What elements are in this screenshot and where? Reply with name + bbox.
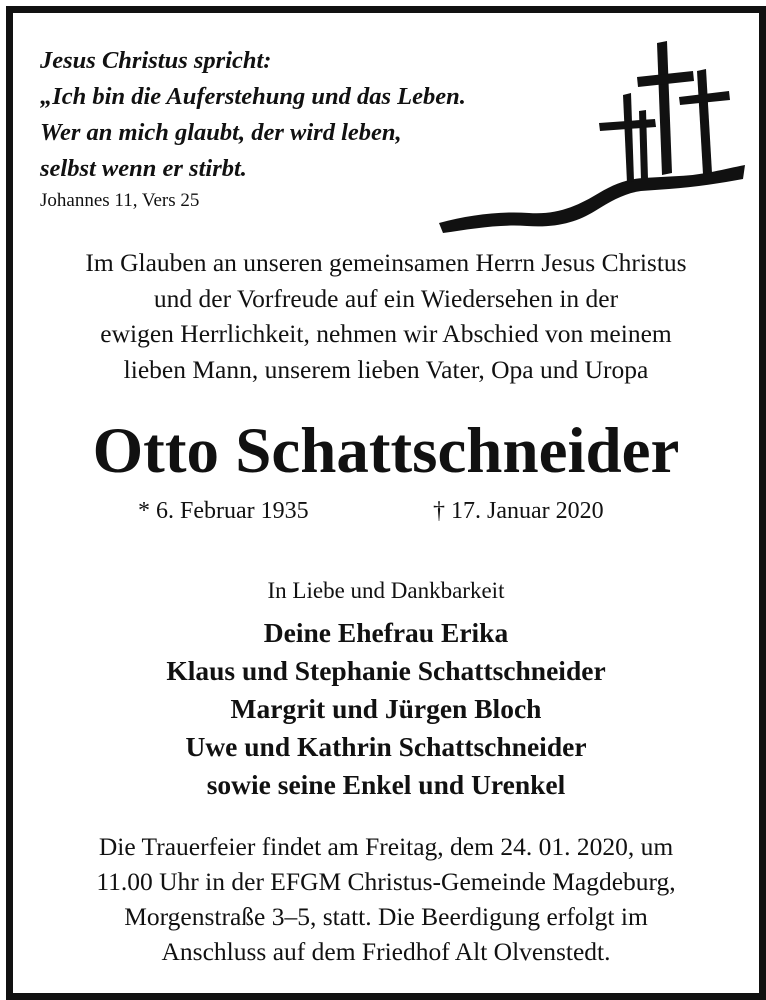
verse-reference: Johannes 11, Vers 25 bbox=[40, 190, 200, 211]
intro-line: ewigen Herrlichkeit, nehmen wir Abschied von meinem bbox=[100, 319, 672, 348]
mourner-line: sowie seine Enkel und Urenkel bbox=[206, 769, 566, 800]
birth-date: * 6. Februar 1935 bbox=[138, 498, 309, 524]
intro-line: und der Vorfreude auf ein Wiedersehen in der bbox=[153, 283, 619, 313]
deceased-name: Otto Schattschneider bbox=[92, 415, 680, 487]
service-line: Anschluss auf dem Friedhof Alt Olvenstedt. bbox=[161, 937, 611, 966]
intro-line: Im Glauben an unseren gemeinsamen Herrn Jesus Christus bbox=[85, 248, 687, 277]
quote-line: Jesus Christus spricht: bbox=[40, 47, 272, 74]
service-line: Morgenstraße 3–5, statt. Die Beerdigung erfolgt im bbox=[124, 902, 648, 931]
mourner-line: Margrit und Jürgen Bloch bbox=[230, 693, 542, 724]
service-line: 11.00 Uhr in der EFGM Christus-Gemeinde Magdeburg, bbox=[96, 867, 676, 896]
quote-line: Wer an mich glaubt, der wird leben, bbox=[40, 119, 402, 146]
mourners-list bbox=[13, 614, 759, 804]
intro-text bbox=[13, 245, 759, 387]
three-crosses-on-hill-icon bbox=[429, 33, 749, 238]
mourner-line: Klaus und Stephanie Schattschneider bbox=[166, 655, 606, 686]
service-info bbox=[13, 829, 759, 969]
death-date: † 17. Januar 2020 bbox=[433, 498, 604, 524]
intro-line: lieben Mann, unserem lieben Vater, Opa und Uropa bbox=[123, 354, 649, 384]
mourner-line: Deine Ehefrau Erika bbox=[263, 617, 509, 648]
service-line: Die Trauerfeier findet am Freitag, dem 24. 01. 2020, um bbox=[98, 832, 674, 861]
quote-line: „Ich bin die Auferstehung und das Leben. bbox=[40, 83, 466, 110]
mourners-intro: In Liebe und Dankbarkeit bbox=[267, 578, 505, 603]
obituary-frame bbox=[6, 6, 766, 1000]
quote-line: selbst wenn er stirbt. bbox=[40, 155, 247, 182]
mourner-line: Uwe und Kathrin Schattschneider bbox=[185, 731, 587, 762]
